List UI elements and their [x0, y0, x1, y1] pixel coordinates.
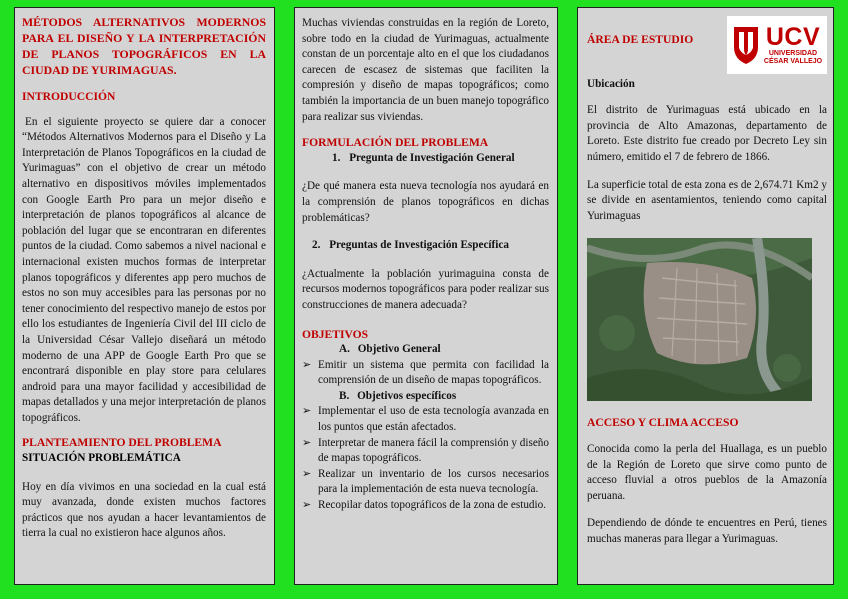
- objective-general-letter: A.: [339, 343, 350, 356]
- arrow-right-icon: ➢: [302, 499, 312, 512]
- panel-left: [14, 7, 275, 585]
- access-text-2: Dependiendo de dónde te encuentres en Perú, tienes muchas maneras para llegar a Yurimaguas.: [587, 517, 827, 545]
- objectives-heading: OBJETIVOS: [302, 327, 369, 341]
- arrow-right-icon: ➢: [302, 436, 312, 449]
- objective-item-text: Recopilar datos topográficos de la zona de estudio.: [318, 499, 547, 512]
- specific-objectives-list: [302, 404, 549, 513]
- intro-heading: INTRODUCCIÓN: [22, 90, 116, 103]
- question-specific-text: ¿Actualmente la población yurimaguina consta de recursos modernos topográficos para poder realizar sus construcciones de manera adecuada?: [302, 267, 549, 311]
- formulation-heading: FORMULACIÓN DEL PROBLEMA: [302, 136, 489, 150]
- objective-item-text: Emitir un sistema que permita con facilidad la comprensión de un diseño de mapas topográficos.: [318, 358, 549, 387]
- situation-text: Hoy en día vivimos en una sociedad en la cual está muy avanzada, donde existen muchos factores prácticos que nos ayudan a hacer levantamientos de tierra la cual no existieron hace algunos años.: [22, 480, 266, 540]
- question-specific-title: Preguntas de Investigación Específica: [329, 239, 509, 252]
- access-text-1: Conocida como la perla del Huallaga, es un pueblo de la Región de Loreto que sirve como punto de acceso fluvial a otros pueblos de la Amazonía peruana.: [587, 442, 827, 502]
- middle-intro-text: Muchas viviendas construidas en la región de Loreto, sobre todo en la ciudad de Yurimaguas, actualmente constan de un porcentaje alto en el que los ciudadanos carecen de escasez de sistemas que faciliten la compresión y diseño de mapas topográficos; como también la importancia de un buen manejo topográfico para realizar sus viviendas.: [302, 17, 549, 123]
- question-specific-heading: [302, 238, 549, 254]
- objective-item: [302, 467, 549, 498]
- location-heading: Ubicación: [587, 77, 635, 90]
- ucv-logo-line1: UNIVERSIDAD: [768, 49, 818, 57]
- objective-general-heading: [302, 342, 549, 358]
- problem-heading: PLANTEAMIENTO DEL PROBLEMA: [22, 436, 222, 450]
- arrow-right-icon: ➢: [302, 358, 312, 371]
- ucv-logo-text: [763, 22, 823, 66]
- arrow-right-icon: ➢: [302, 467, 312, 480]
- ucv-logo: [727, 16, 827, 74]
- objective-item-text: Implementar el uso de esta tecnología avanzada en los puntos que están afectados.: [318, 405, 549, 434]
- objective-specific-heading: [302, 389, 549, 405]
- intro-text: En el siguiente proyecto se quiere dar a conocer “Métodos Alternativos Modernos para el Diseño y La Interpretación de Planos Topográficos en la ciudad de Yurimaguas” con el objetivo de crear un método alternativo en dispositivos móviles implementados con Google Earth Pro para un mejor diseño e interpretación de planos topográficos al alcance de población del lugar que se encontraran en diferentes puntos de la ciudad. Como sabemos a nivel nacional e internacional existen muchos formas de interpretar planos topográficos y diferentes app pero muchos de estos no son muy accesibles para las personas por no tener conocimiento del respectivo manejo de estos por ello los estudiantes de Ingeniería Civil del III ciclo de la Universidad César Vallejo diseñará un método moderno de una APP de Google Earth Pro que se encontrará disponible en play store para celulares android para una mayor facilidad y accesibilidad de mapas detallados y una mejor interpretación de planos topográficos.: [22, 115, 266, 424]
- question-general-title: Pregunta de Investigación General: [349, 151, 515, 164]
- objective-specific-title: Objetivos específicos: [357, 389, 457, 402]
- ucv-shield-icon: [732, 25, 760, 65]
- ucv-logo-acronym: UCV: [765, 22, 821, 51]
- objective-item: [302, 358, 549, 389]
- study-area-heading: ÁREA DE ESTUDIO: [587, 33, 694, 46]
- panel-middle: [294, 7, 558, 585]
- question-specific-number: 2.: [312, 239, 321, 252]
- objective-item: [302, 436, 549, 467]
- access-heading: ACCESO Y CLIMA ACCESO: [587, 416, 739, 430]
- question-general-heading: [302, 151, 549, 167]
- location-text: El distrito de Yurimaguas está ubicado en la provincia de Alto Amazonas, departamento de Loreto. Este distrito fue creado por Decreto Ley sin número, emitido el 7 de febrero de 1866.: [587, 104, 827, 163]
- document-title: MÉTODOS ALTERNATIVOS MODERNOS PARA EL DISEÑO Y LA INTERPRETACIÓN DE PLANOS TOPOGRÁFICOS EN LA CIUDAD DE YURIMAGUAS.: [22, 15, 266, 77]
- surface-text: La superficie total de esta zona es de 2,674.71 Km2 y se divide en asentamientos, teniendo como capital Yurimaguas: [587, 178, 827, 222]
- general-objectives-list: [302, 358, 549, 389]
- panel-right: [577, 7, 834, 585]
- objective-item: [302, 404, 549, 435]
- objective-general-title: Objetivo General: [357, 343, 441, 356]
- ucv-logo-line2: CÉSAR VALLEJO: [763, 57, 823, 65]
- objective-item: [302, 498, 549, 514]
- situation-heading: SITUACIÓN PROBLEMÁTICA: [22, 452, 181, 465]
- satellite-map-image: [587, 238, 812, 401]
- question-general-number: 1.: [332, 151, 341, 164]
- question-general-text: ¿De qué manera esta nueva tecnología nos ayudará en la comprensión de planos topográficos en dichas problemáticas?: [302, 180, 549, 224]
- arrow-right-icon: ➢: [302, 405, 312, 418]
- objective-specific-letter: B.: [339, 389, 350, 402]
- objective-item-text: Interpretar de manera fácil la comprensión y diseño de mapas topográficos.: [318, 436, 549, 465]
- objective-item-text: Realizar un inventario de los cursos necesarios para la implementación de esta nueva tecnología.: [318, 467, 549, 496]
